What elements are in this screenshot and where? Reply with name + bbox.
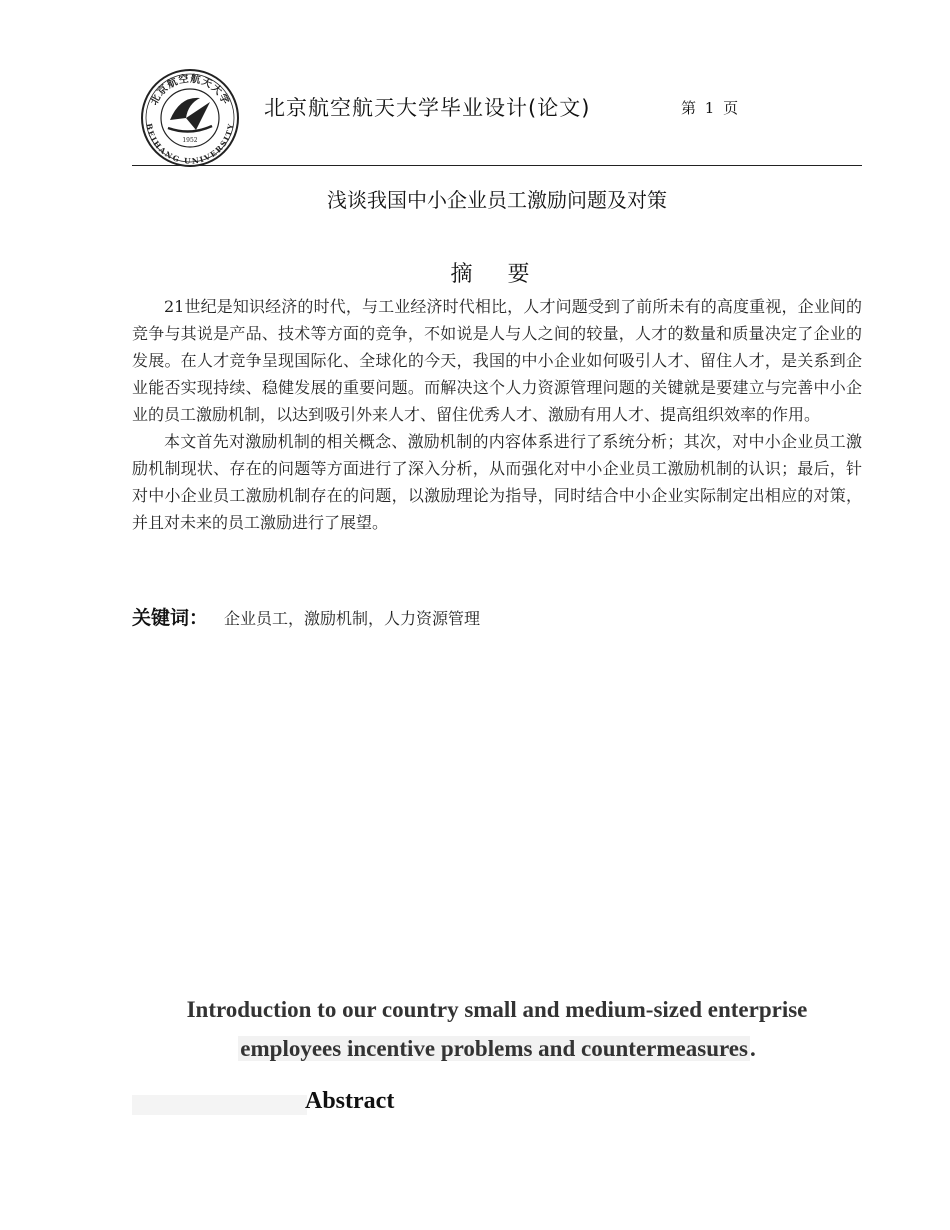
header-divider bbox=[132, 165, 862, 166]
page-number: 第 1 页 bbox=[681, 99, 739, 117]
keywords-value: 企业员工，激励机制，人力资源管理 bbox=[224, 609, 481, 628]
seal-text-bottom: BEIHANG UNIVERSITY bbox=[144, 122, 236, 166]
english-abstract-heading: Abstract bbox=[305, 1088, 395, 1114]
seal-text-top: 北京航空航天大学 bbox=[148, 73, 232, 108]
keywords-label: 关键词： bbox=[132, 607, 209, 629]
keywords-line bbox=[132, 603, 862, 630]
university-header-title: 北京航空航天大学毕业设计(论文) bbox=[264, 96, 591, 120]
english-abstract-heading-row bbox=[132, 1088, 432, 1118]
chinese-title: 浅谈我国中小企业员工激励问题及对策 bbox=[327, 188, 667, 212]
beihang-university-seal-icon bbox=[140, 68, 240, 168]
english-title-period: . bbox=[749, 1036, 756, 1061]
highlight-bar bbox=[132, 1095, 307, 1115]
english-title-line-2: employees incentive problems and countermeasures bbox=[240, 1036, 748, 1061]
abstract-paragraph-1: 21世纪是知识经济的时代，与工业经济时代相比，人才问题受到了前所未有的高度重视，企业间的竞争与其说是产品、技术等方面的竞争，不如说是人与人之间的较量，人才的数量和质量决定了企业的发展。在人才竞争呈现国际化、全球化的今天，我国的中小企业如何吸引人才、留住人才，是关系到企业能否实现持续、稳健发展的重要问题。而解决这个人力资源管理问题的关键就是要建立与完善中小企业的员工激励机制，以达到吸引外来人才、留住优秀人才、激励有用人才、提高组织效率的作用。 bbox=[132, 297, 862, 424]
seal-year: 1952 bbox=[182, 137, 198, 144]
english-title-line-1: Introduction to our country small and medium-sized enterprise bbox=[186, 997, 808, 1022]
english-title bbox=[132, 990, 862, 1068]
abstract-paragraph-2: 本文首先对激励机制的相关概念、激励机制的内容体系进行了系统分析；其次，对中小企业员工激励机制现状、存在的问题等方面进行了深入分析，从而强化对中小企业员工激励机制的认识；最后，针对中小企业员工激励机制存在的问题，以激励理论为指导，同时结合中小企业实际制定出相应的对策，并且对未来的员工激励进行了展望。 bbox=[132, 432, 862, 532]
chinese-abstract-body bbox=[132, 293, 862, 536]
svg-text:BEIHANG UNIVERSITY bbox=[144, 123, 235, 166]
chinese-abstract-heading: 摘 要 bbox=[450, 262, 544, 287]
